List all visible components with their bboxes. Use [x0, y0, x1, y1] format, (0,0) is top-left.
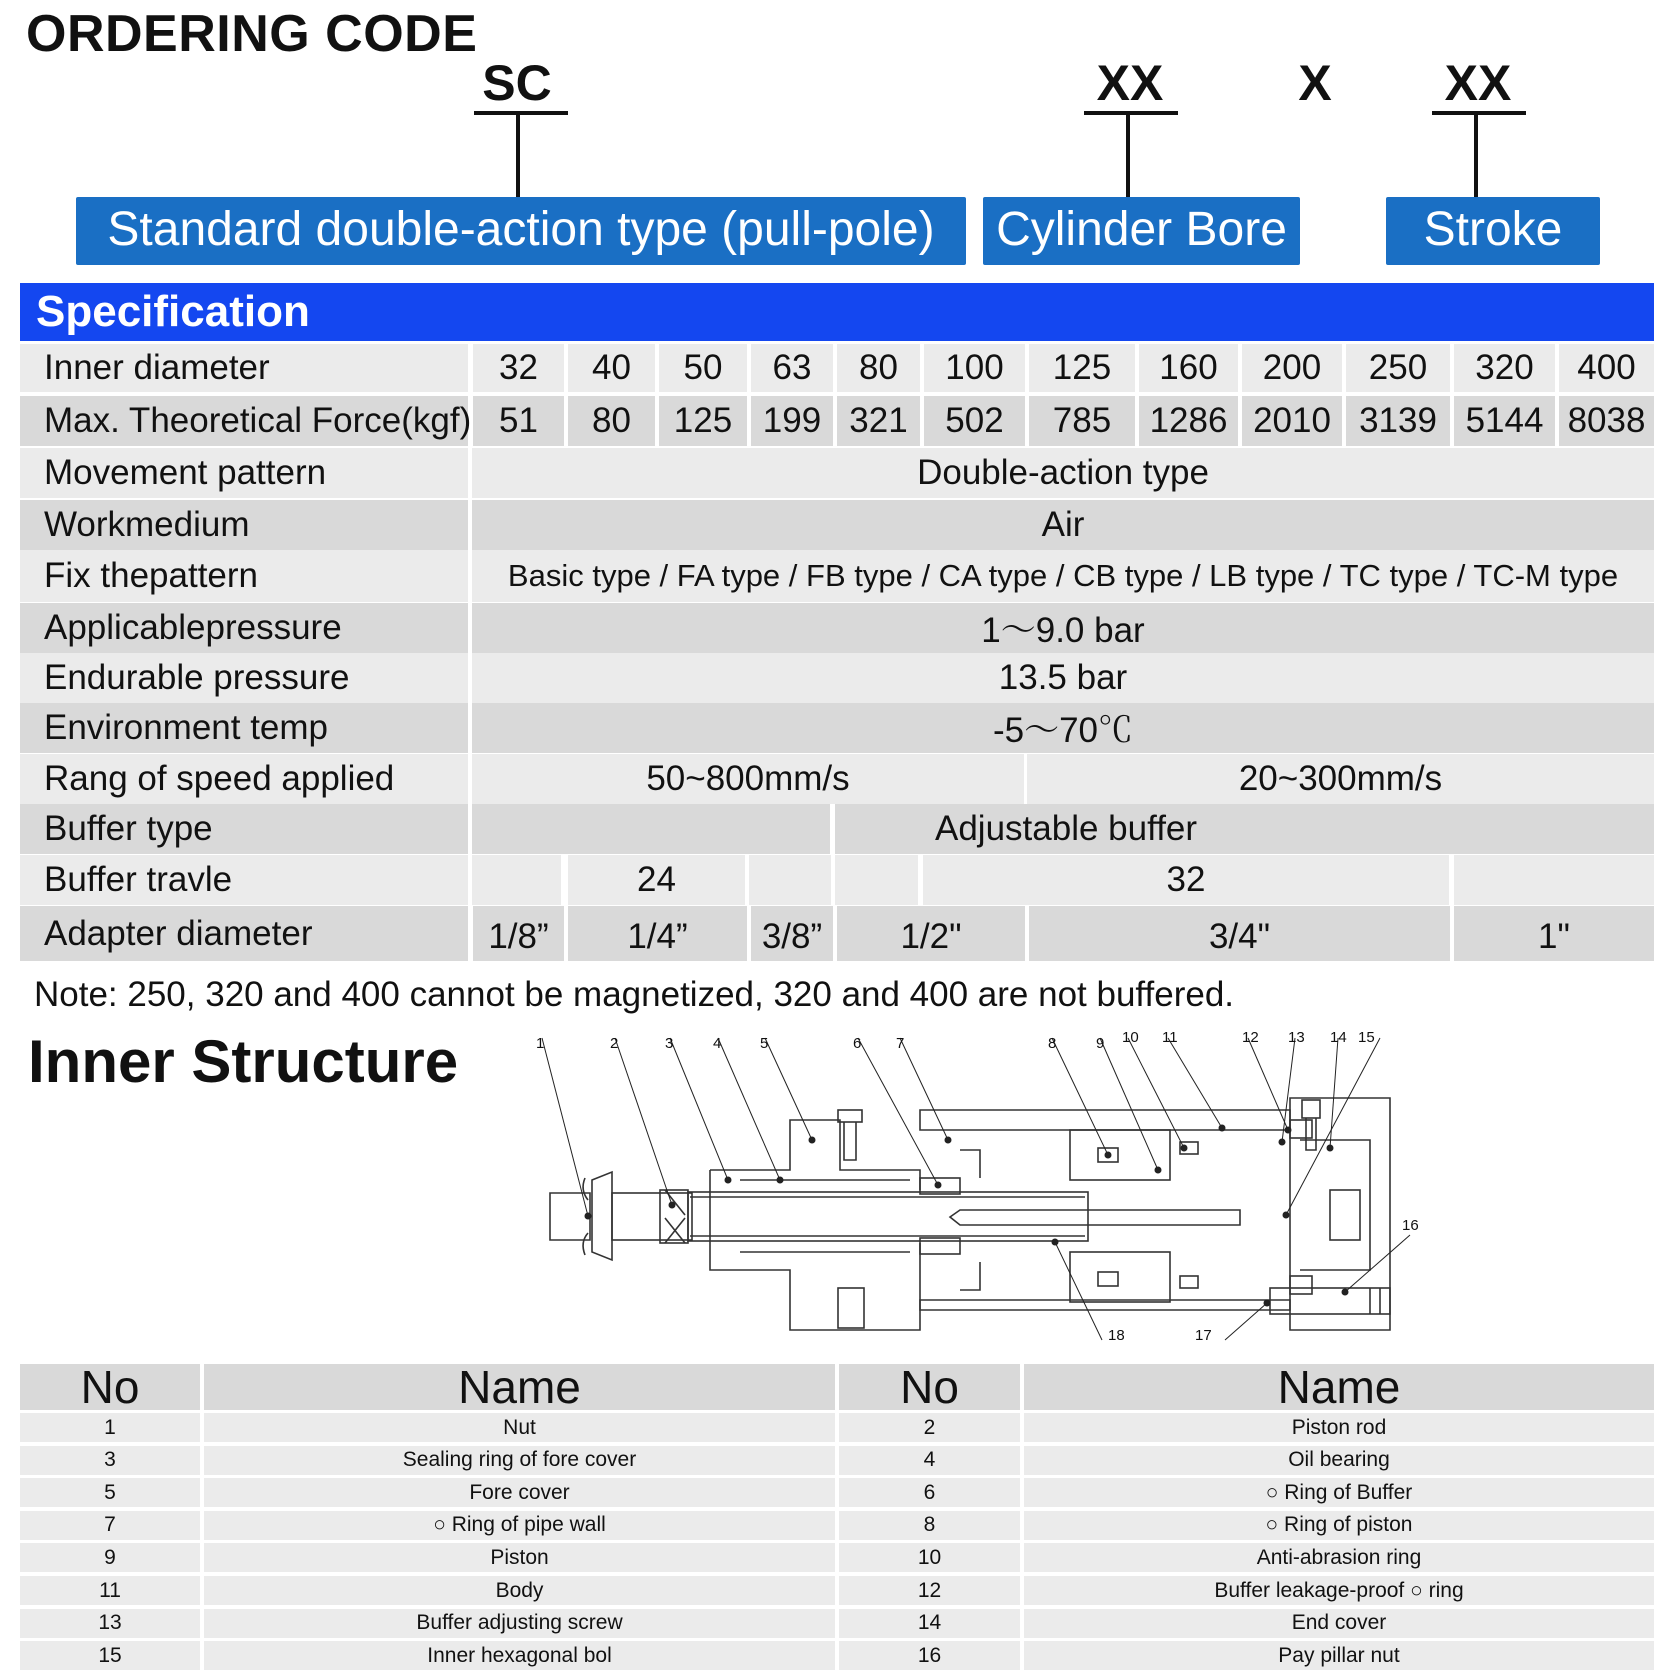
spec-label-movement: Movement pattern: [20, 448, 468, 498]
series-box: Standard double-action type (pull-pole): [76, 197, 966, 265]
spec-force-value: 3139: [1346, 396, 1450, 446]
spec-force-value: 321: [837, 396, 920, 446]
part-no: 6: [839, 1478, 1020, 1507]
part-name: End cover: [1024, 1609, 1654, 1638]
spec-inner-value: 63: [751, 344, 833, 392]
part-name: Body: [204, 1576, 835, 1605]
spec-label-speed: Rang of speed applied: [20, 754, 468, 804]
spec-temp-value: -5～70℃: [472, 703, 1654, 753]
spec-force-value: 199: [751, 396, 833, 446]
spec-travel-blank: [472, 855, 561, 905]
spec-adapter-value: 1/4”: [568, 906, 747, 961]
spec-force-value: 2010: [1242, 396, 1342, 446]
callout-label: 7: [896, 1035, 905, 1052]
part-no: 11: [20, 1576, 200, 1605]
spec-adapter-value: 3/8”: [751, 906, 833, 961]
part-name: Pay pillar nut: [1024, 1641, 1654, 1670]
bore-code: XX: [1096, 55, 1164, 111]
spec-inner-value: 125: [1029, 344, 1135, 392]
spec-inner-value: 160: [1139, 344, 1238, 392]
spec-force-value: 1286: [1139, 396, 1238, 446]
series-connector: [516, 114, 520, 198]
parts-header-name2: Name: [1024, 1364, 1654, 1410]
spec-label-inner: Inner diameter: [20, 344, 468, 392]
part-name: Buffer adjusting screw: [204, 1609, 835, 1638]
part-name: Fore cover: [204, 1478, 835, 1507]
part-no: 12: [839, 1576, 1020, 1605]
spec-force-value: 80: [568, 396, 655, 446]
stroke-code: XX: [1444, 55, 1512, 111]
spec-force-value: 5144: [1454, 396, 1555, 446]
spec-adapter-value: 1": [1454, 906, 1654, 961]
part-no: 3: [20, 1446, 200, 1475]
part-name: ○ Ring of pipe wall: [204, 1511, 835, 1540]
specification-title: Specification: [36, 287, 310, 336]
spec-inner-value: 100: [924, 344, 1025, 392]
bore-box: Cylinder Bore: [983, 197, 1300, 265]
spec-medium-value: Air: [472, 500, 1654, 550]
cylinder-cross-section-diagram: [530, 1030, 1430, 1350]
spec-label-force: Max. Theoretical Force(kgf): [20, 396, 468, 446]
parts-header-no1: No: [20, 1364, 200, 1410]
spec-force-value: 8038: [1559, 396, 1654, 446]
parts-header-no2: No: [839, 1364, 1020, 1410]
part-name: ○ Ring of Buffer: [1024, 1478, 1654, 1507]
callout-label: 8: [1048, 1035, 1057, 1052]
spec-inner-value: 200: [1242, 344, 1342, 392]
callout-label: 11: [1162, 1030, 1178, 1046]
callout-label: 15: [1358, 1030, 1375, 1046]
spec-inner-value: 32: [473, 344, 564, 392]
stroke-box: Stroke: [1386, 197, 1600, 265]
spec-adapter-value: 1/8”: [473, 906, 564, 961]
part-name: Buffer leakage-proof ○ ring: [1024, 1576, 1654, 1605]
spec-label-buffer: Buffer type: [20, 804, 468, 854]
ordering-code-title: ORDERING CODE: [26, 5, 478, 63]
spec-label-travel: Buffer travle: [20, 855, 468, 905]
callout-label: 2: [610, 1035, 619, 1052]
part-no: 4: [839, 1446, 1020, 1475]
part-name: Nut: [204, 1413, 835, 1442]
part-name: Anti-abrasion ring: [1024, 1543, 1654, 1572]
spec-fix-value: Basic type / FA type / FB type / CA type / CB type / LB type / TC type / TC-M type: [472, 550, 1654, 602]
part-no: 2: [839, 1413, 1020, 1442]
part-no: 5: [20, 1478, 200, 1507]
callout-label: 3: [665, 1035, 674, 1052]
spec-buffer-value: Adjustable buffer: [835, 804, 1654, 854]
spec-epress-value: 13.5 bar: [472, 653, 1654, 703]
callout-label: 13: [1288, 1030, 1305, 1046]
part-name: Piston: [204, 1543, 835, 1572]
spec-inner-value: 50: [659, 344, 747, 392]
spec-adapter-value: 3/4": [1029, 906, 1450, 961]
spec-travel-blank: [1454, 855, 1654, 905]
spec-inner-value: 250: [1346, 344, 1450, 392]
spec-label-medium: Workmedium: [20, 500, 468, 550]
spec-force-value: 502: [924, 396, 1025, 446]
part-no: 10: [839, 1543, 1020, 1572]
callout-label: 9: [1096, 1035, 1105, 1052]
spec-inner-value: 400: [1559, 344, 1654, 392]
stroke-connector: [1474, 114, 1478, 198]
spec-label-temp: Environment temp: [20, 703, 468, 753]
part-no: 1: [20, 1413, 200, 1442]
series-code: SC: [482, 55, 552, 111]
bore-underline: [1084, 111, 1178, 115]
callout-label: 17: [1195, 1327, 1212, 1344]
note: Note: 250, 320 and 400 cannot be magnetized, 320 and 400 are not buffered.: [34, 975, 1235, 1014]
spec-force-value: 51: [473, 396, 564, 446]
part-no: 8: [839, 1511, 1020, 1540]
part-name: ○ Ring of piston: [1024, 1511, 1654, 1540]
spec-inner-value: 320: [1454, 344, 1555, 392]
part-no: 14: [839, 1609, 1020, 1638]
spec-travel-value: 32: [923, 855, 1449, 905]
part-name: Inner hexagonal bol: [204, 1641, 835, 1670]
spec-buffer-blank: [472, 804, 830, 854]
spec-travel-blank: [749, 855, 831, 905]
spec-label-apress: Applicablepressure: [20, 603, 468, 653]
spec-adapter-value: 1/2": [837, 906, 1025, 961]
spec-speed-value: 50~800mm/s: [472, 754, 1024, 804]
spec-movement-value: Double-action type: [472, 448, 1654, 498]
code-separator: X: [1298, 55, 1332, 111]
part-name: Piston rod: [1024, 1413, 1654, 1442]
spec-inner-value: 40: [568, 344, 655, 392]
part-no: 15: [20, 1641, 200, 1670]
specification-header: [20, 283, 1654, 341]
spec-label-fix: Fix thepattern: [20, 550, 468, 602]
callout-label: 4: [713, 1035, 722, 1052]
callout-label: 18: [1108, 1327, 1125, 1344]
spec-label-epress: Endurable pressure: [20, 653, 468, 703]
spec-force-value: 125: [659, 396, 747, 446]
spec-force-value: 785: [1029, 396, 1135, 446]
spec-travel-value: 24: [568, 855, 745, 905]
callout-label: 16: [1402, 1217, 1419, 1234]
part-name: Oil bearing: [1024, 1446, 1654, 1475]
inner-structure-title: Inner Structure: [28, 1028, 459, 1095]
spec-inner-value: 80: [837, 344, 920, 392]
callout-label: 12: [1242, 1030, 1259, 1046]
part-no: 7: [20, 1511, 200, 1540]
spec-apress-value: 1～9.0 bar: [472, 603, 1654, 653]
series-underline: [474, 111, 568, 115]
callout-label: 6: [853, 1035, 862, 1052]
stroke-underline: [1432, 111, 1526, 115]
parts-header-name1: Name: [204, 1364, 835, 1410]
bore-connector: [1126, 114, 1130, 198]
spec-travel-blank: [835, 855, 918, 905]
callout-label: 1: [536, 1035, 545, 1052]
callout-label: 10: [1122, 1030, 1139, 1046]
callout-label: 14: [1330, 1030, 1347, 1046]
part-no: 9: [20, 1543, 200, 1572]
callout-label: 5: [760, 1035, 769, 1052]
part-no: 13: [20, 1609, 200, 1638]
part-name: Sealing ring of fore cover: [204, 1446, 835, 1475]
spec-label-adapter: Adapter diameter: [20, 906, 468, 961]
spec-speed-value: 20~300mm/s: [1027, 754, 1654, 804]
part-no: 16: [839, 1641, 1020, 1670]
